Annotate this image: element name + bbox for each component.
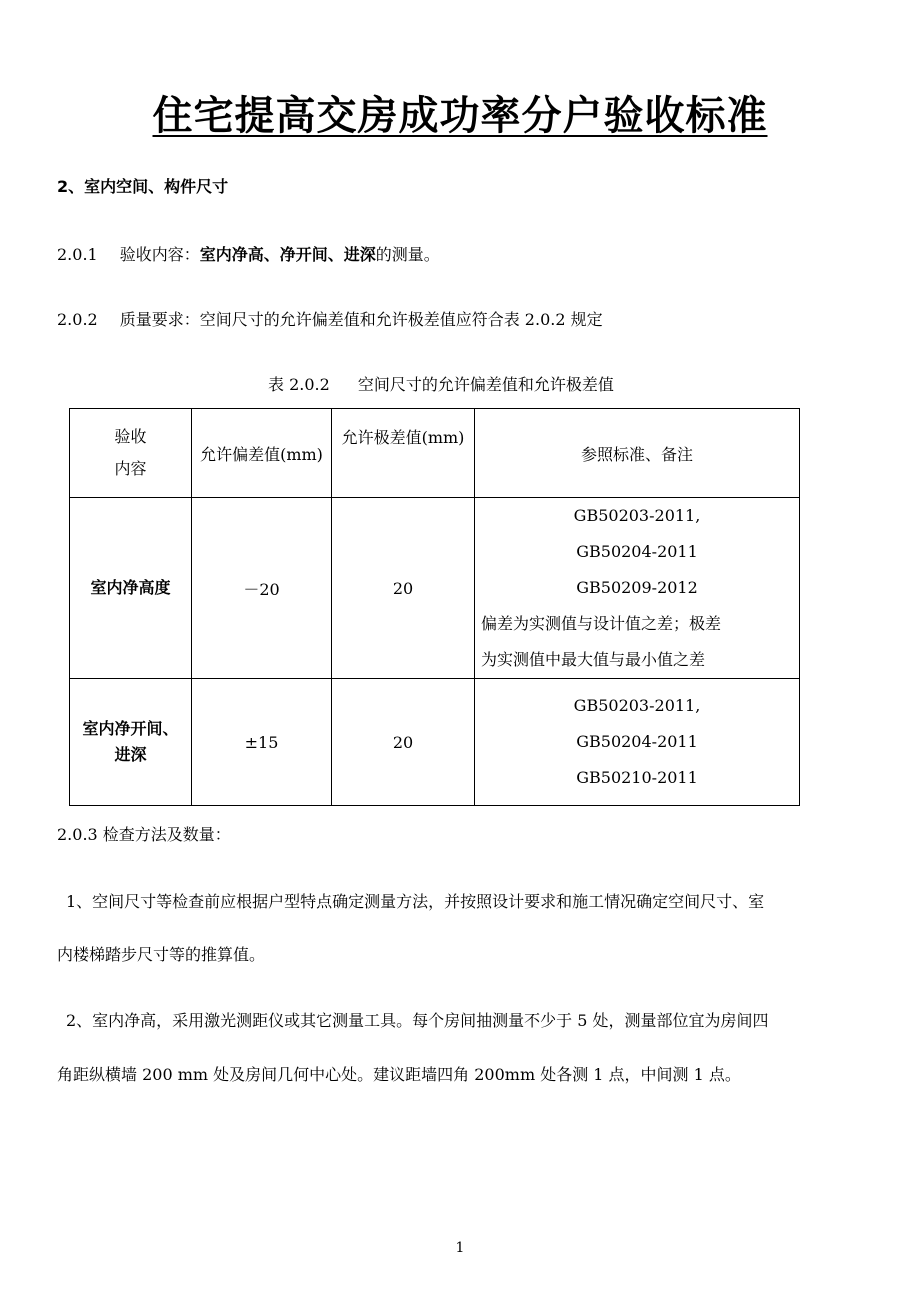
- ref-standard: GB50203-2011,: [573, 696, 701, 715]
- item-2-0-1-label: 验收内容：: [119, 245, 200, 264]
- header-item: [70, 409, 192, 498]
- row-deviation: ±15: [192, 679, 332, 806]
- spec-table: [69, 408, 800, 806]
- ref-standard: GB50204-2011: [576, 732, 698, 751]
- item-2-0-1: [57, 242, 440, 265]
- item-2-0-2-text: 质量要求：空间尺寸的允许偏差值和允许极差值应符合表 2.0.2 规定: [119, 310, 603, 329]
- table-caption-number: 表 2.0.2: [268, 375, 330, 394]
- item-2-0-2-number: 2.0.2: [57, 310, 98, 329]
- row-range: 20: [332, 679, 475, 806]
- row-reference: [475, 498, 800, 679]
- table-header-row: [70, 409, 800, 498]
- item-2-0-1-content-bold: 室内净高、净开间、进深: [199, 245, 376, 264]
- item-2-0-1-number: 2.0.1: [57, 245, 98, 264]
- table-row: [70, 498, 800, 679]
- page-number: 1: [455, 1240, 465, 1256]
- ref-note-line2: 为实测值中最大值与最小值之差: [481, 650, 706, 669]
- document-title: 住宅提高交房成功率分户验收标准: [152, 93, 768, 139]
- row-item-line1: 室内净开间、: [82, 719, 179, 738]
- section-heading: 2、室内空间、构件尺寸: [57, 177, 229, 196]
- header-item-line1: 验收: [114, 427, 147, 446]
- table-caption: [268, 372, 614, 395]
- header-deviation: 允许偏差值(mm): [192, 409, 332, 498]
- row-item-line2: 进深: [114, 745, 147, 764]
- ref-standard: GB50209-2012: [576, 578, 698, 597]
- para2-line2: 角距纵横墙 200 mm 处及房间几何中心处。建议距墙四角 200mm 处各测 1 点，中间测 1 点。: [57, 1065, 741, 1084]
- ref-standard: GB50204-2011: [576, 542, 698, 561]
- para1-line1: 1、空间尺寸等检查前应根据户型特点确定测量方法，并按照设计要求和施工情况确定空间尺寸、室: [66, 892, 765, 911]
- item-2-0-3-heading: 2.0.3 检查方法及数量：: [57, 825, 231, 844]
- table-caption-text: 空间尺寸的允许偏差值和允许极差值: [357, 375, 614, 394]
- ref-standard: GB50203-2011,: [573, 506, 701, 525]
- item-2-0-2: [57, 307, 603, 330]
- header-range: 允许极差值(mm): [332, 409, 475, 498]
- table-row: [70, 679, 800, 806]
- row-range: 20: [332, 498, 475, 679]
- header-item-line2: 内容: [114, 459, 147, 478]
- item-2-0-1-content-rest: 的测量。: [375, 245, 440, 264]
- row-item: 室内净高度: [70, 498, 192, 679]
- header-reference: 参照标准、备注: [475, 409, 800, 498]
- para2-line1: 2、室内净高，采用激光测距仪或其它测量工具。每个房间抽测量不少于 5 处，测量部位宜为房间四: [66, 1011, 769, 1030]
- ref-standard: GB50210-2011: [576, 768, 698, 787]
- row-item: [70, 679, 192, 806]
- para1-line2: 内楼梯踏步尺寸等的推算值。: [57, 945, 266, 964]
- ref-note-line1: 偏差为实测值与设计值之差；极差: [481, 614, 722, 633]
- row-deviation: －20: [192, 498, 332, 679]
- row-reference: [475, 679, 800, 806]
